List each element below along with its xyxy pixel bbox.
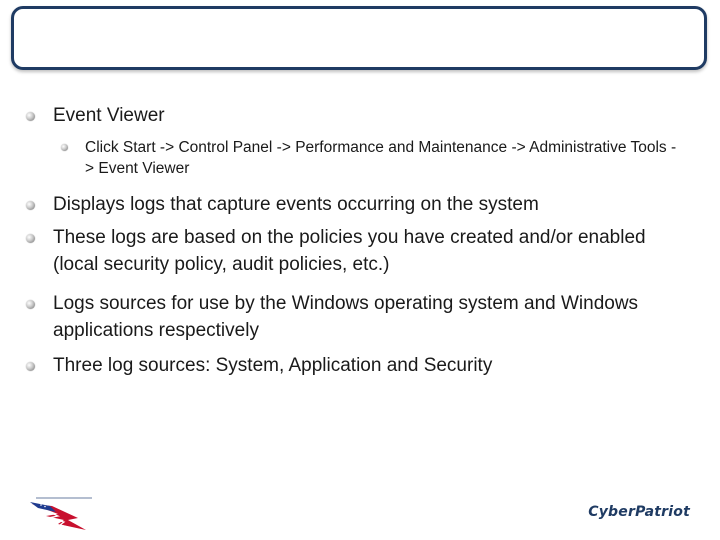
bullet-icon bbox=[26, 201, 35, 210]
bullet-item bbox=[53, 352, 693, 379]
bullet-item bbox=[53, 191, 693, 218]
bullet-icon bbox=[26, 300, 35, 309]
bullet-text: Logs sources for use by the Windows operating system and Windows applications respectively bbox=[53, 293, 639, 341]
air-force-association-logo-icon bbox=[28, 490, 98, 532]
sub-bullet-text: Click Start -> Control Panel -> Performance and Maintenance -> Administrative Tools -> Event Viewer bbox=[85, 139, 677, 177]
bullet-item bbox=[53, 290, 693, 344]
brand-logo: CyberPatriot bbox=[588, 504, 690, 520]
sub-bullet-icon bbox=[61, 144, 68, 151]
bullet-item bbox=[53, 224, 693, 278]
bullet-icon bbox=[26, 362, 35, 371]
bullet-text: Three log sources: System, Application and Security bbox=[53, 355, 493, 376]
bullet-icon bbox=[26, 234, 35, 243]
bullet-text: Event Viewer bbox=[53, 105, 165, 126]
slide-title-box bbox=[11, 6, 707, 70]
bullet-text: Displays logs that capture events occurring on the system bbox=[53, 194, 539, 215]
bullet-icon bbox=[26, 112, 35, 121]
bullet-text: These logs are based on the policies you have created and/or enabled (local security policy, audit policies, etc.) bbox=[53, 227, 646, 275]
bullet-item bbox=[53, 102, 693, 129]
sub-bullet-item bbox=[85, 137, 685, 179]
